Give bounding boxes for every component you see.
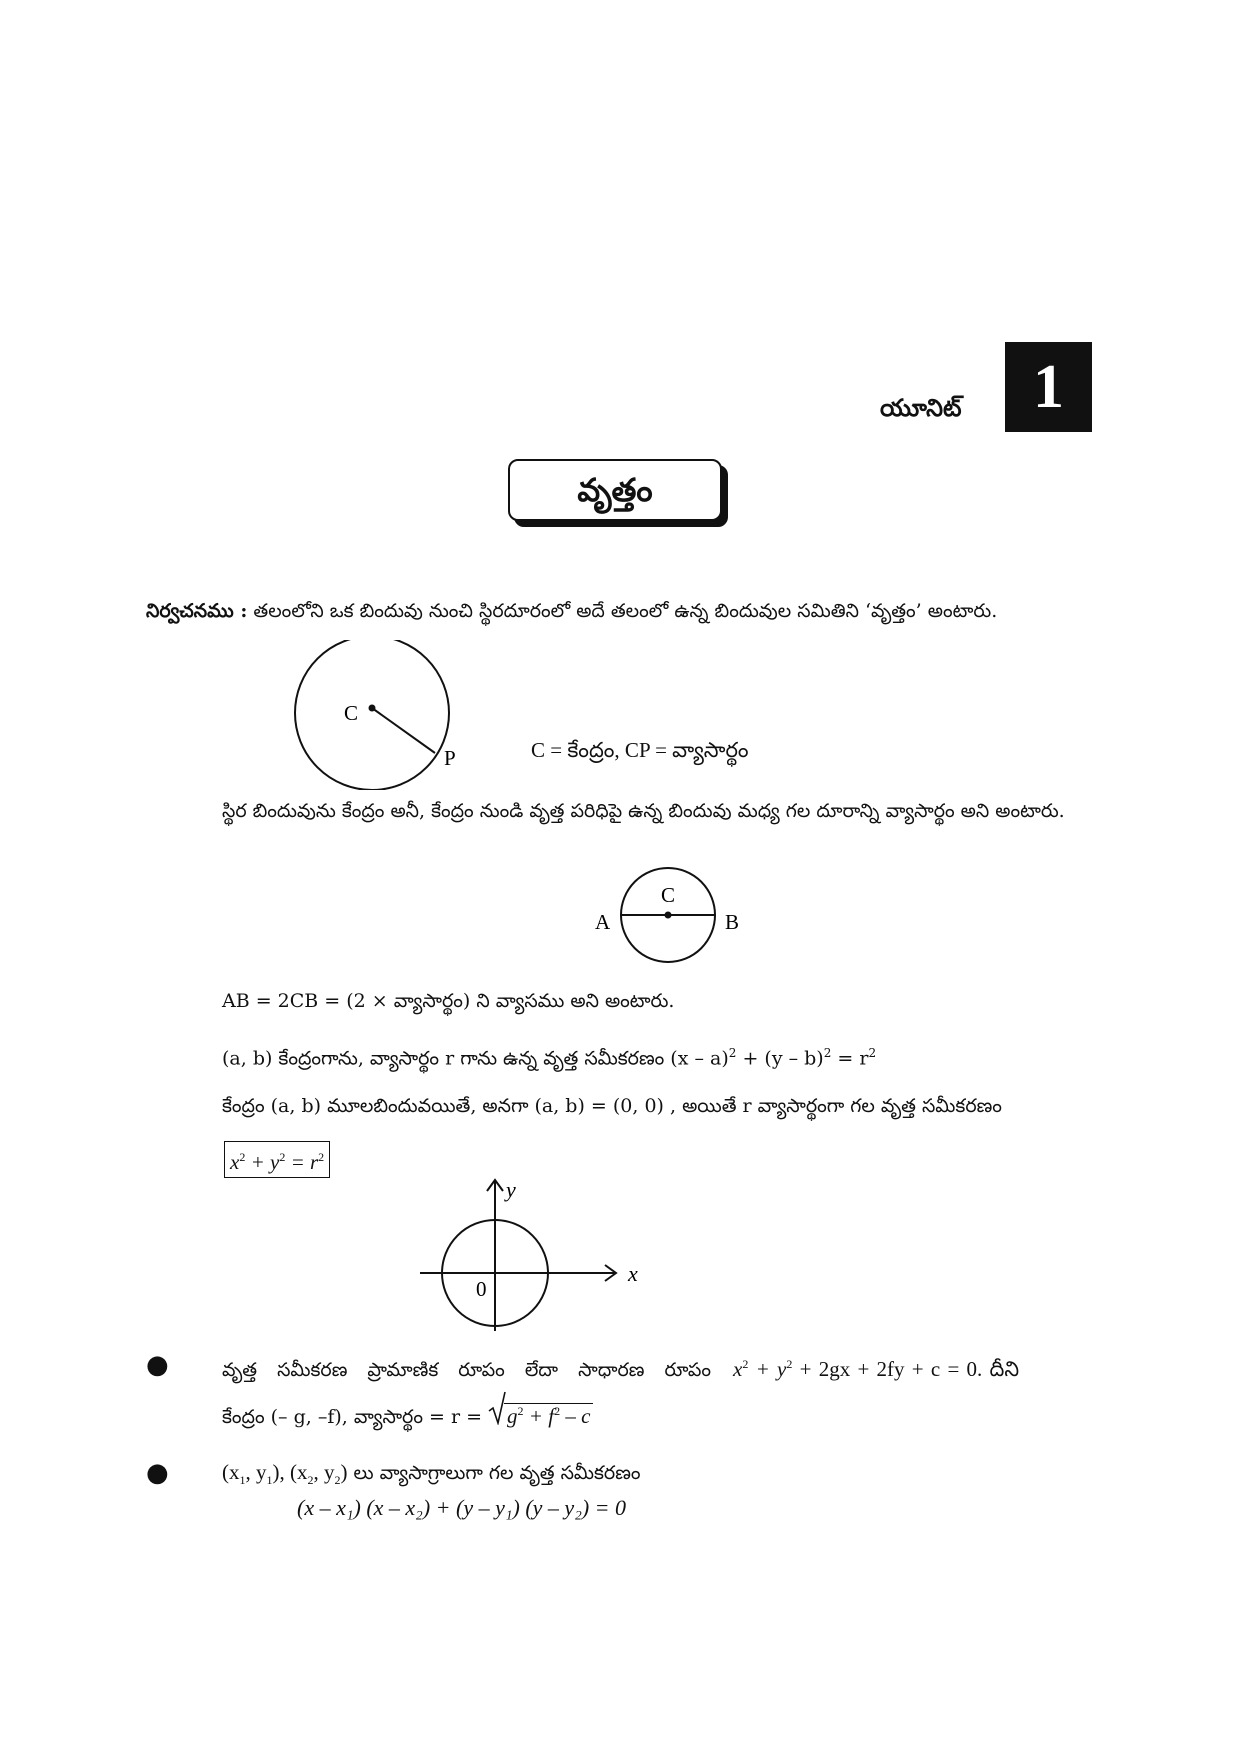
y-label: y — [506, 1177, 516, 1202]
circle — [295, 640, 449, 790]
eq-r: = r — [285, 1150, 319, 1174]
x1: (x — [222, 1460, 240, 1484]
sup: 2 — [786, 1357, 793, 1371]
c-term: – c — [560, 1404, 591, 1428]
standard-form-text: వృత్త సమీకరణ ప్రామాణిక రూపం లేదా సాధారణ రూపం — [222, 1359, 711, 1381]
sup: 2 — [728, 1046, 737, 1060]
definition-text: తలంలోని ఒక బిందువు నుంచి స్థిరదూరంలో అదే తలంలో ఉన్న బిందువుల సమితిని ‘వృత్తం’ అంటారు. — [247, 600, 998, 622]
sub: 1 — [239, 1473, 246, 1488]
center-radius-text: కేంద్రం (– g, –f), వ్యాసార్థం = r = — [222, 1406, 482, 1428]
eq-x: x — [230, 1150, 240, 1174]
origin-line: కేంద్రం (a, b) మూలబిందువయితే, అనగా (a, b) = (0, 0) , అయితే r వ్యాసార్థంగా గల వృత్త సమీకరణం — [222, 1095, 1002, 1117]
sup: 2 — [279, 1150, 286, 1164]
general-center-equation — [222, 1039, 876, 1072]
bullet-2-line-1 — [222, 1458, 641, 1494]
bullet-1-marker: ● — [146, 1350, 169, 1380]
eq-part-2: + (y – b) — [736, 1047, 824, 1070]
bullet-1-line-1 — [222, 1350, 1096, 1384]
definition — [146, 597, 1096, 625]
sqrt-icon — [488, 1391, 506, 1425]
label-b: B — [725, 910, 740, 934]
sub: 2 — [334, 1473, 341, 1488]
sup: 2 — [554, 1404, 561, 1418]
figure1-caption: C = కేంద్రం, CP = వ్యాసార్థం — [531, 738, 749, 762]
diameter-form-equation: (x – x₁) (x – x₂) + (y – y₁) (y – y₂) = 0 — [297, 1495, 627, 1520]
sup: 2 — [823, 1046, 832, 1060]
center-point — [665, 912, 672, 919]
eq-y: + y — [245, 1150, 280, 1174]
f-term: + f — [523, 1404, 555, 1428]
standard-form-equation — [733, 1357, 1019, 1381]
bullet-1-line-2 — [222, 1397, 593, 1431]
sub: 2 — [307, 1473, 314, 1488]
center-label: C — [344, 701, 359, 725]
radius-formula — [488, 1397, 593, 1430]
endpoints-text: లు వ్యాసాగ్రాలుగా గల వృత్త సమీకరణం — [347, 1462, 641, 1484]
label-a: A — [595, 910, 611, 934]
origin-label: 0 — [476, 1277, 487, 1301]
bullet-2-marker: ● — [146, 1458, 169, 1488]
sup: 2 — [868, 1046, 877, 1060]
page-title: వృత్తం — [508, 459, 722, 521]
eq-y: + y — [748, 1357, 787, 1381]
point-label: P — [444, 746, 456, 770]
y1: , y — [245, 1460, 267, 1484]
label-c: C — [661, 883, 676, 907]
eq-rest: + 2gx + 2fy + c = 0. దీని — [792, 1357, 1020, 1381]
boxed-equation — [224, 1141, 330, 1178]
sup: 2 — [318, 1150, 325, 1164]
diameter-line-text: AB = 2CB = (2 × వ్యాసార్థం) ని వ్యాసము అని అంటారు. — [222, 990, 675, 1012]
sup: 2 — [517, 1404, 524, 1418]
eq-part-1: (a, b) కేంద్రంగాను, వ్యాసార్థం r గాను ఉన్న వృత్త సమీకరణం (x – a) — [222, 1047, 729, 1070]
unit-number: 1 — [1005, 342, 1092, 432]
radicand — [504, 1403, 593, 1428]
sup: 2 — [239, 1150, 246, 1164]
x2: ), (x — [272, 1460, 308, 1484]
close: ) — [340, 1460, 348, 1484]
radius-line — [372, 708, 435, 753]
radius-paragraph: స్థిర బిందువును కేంద్రం అనీ, కేంద్రం నుండి వృత్త పరిధిపై ఉన్న బిందువు మధ్య గల దూరాన్ని వ్యాసార్థం అని అంటారు. — [222, 800, 1065, 822]
eq-x: x — [733, 1357, 743, 1381]
g-term: g — [507, 1404, 518, 1428]
y2: , y — [313, 1460, 335, 1484]
eq-part-3: = r — [831, 1047, 869, 1070]
unit-label: యూనిట్ — [880, 393, 962, 422]
sub: 1 — [266, 1473, 273, 1488]
origin-circle-figure — [410, 1173, 650, 1333]
endpoints — [222, 1460, 348, 1488]
sup: 2 — [742, 1357, 749, 1371]
x-label: x — [628, 1261, 638, 1286]
circle-radius-figure — [280, 640, 480, 790]
diameter-figure — [585, 860, 755, 970]
definition-label: నిర్వచనము : — [146, 600, 248, 622]
